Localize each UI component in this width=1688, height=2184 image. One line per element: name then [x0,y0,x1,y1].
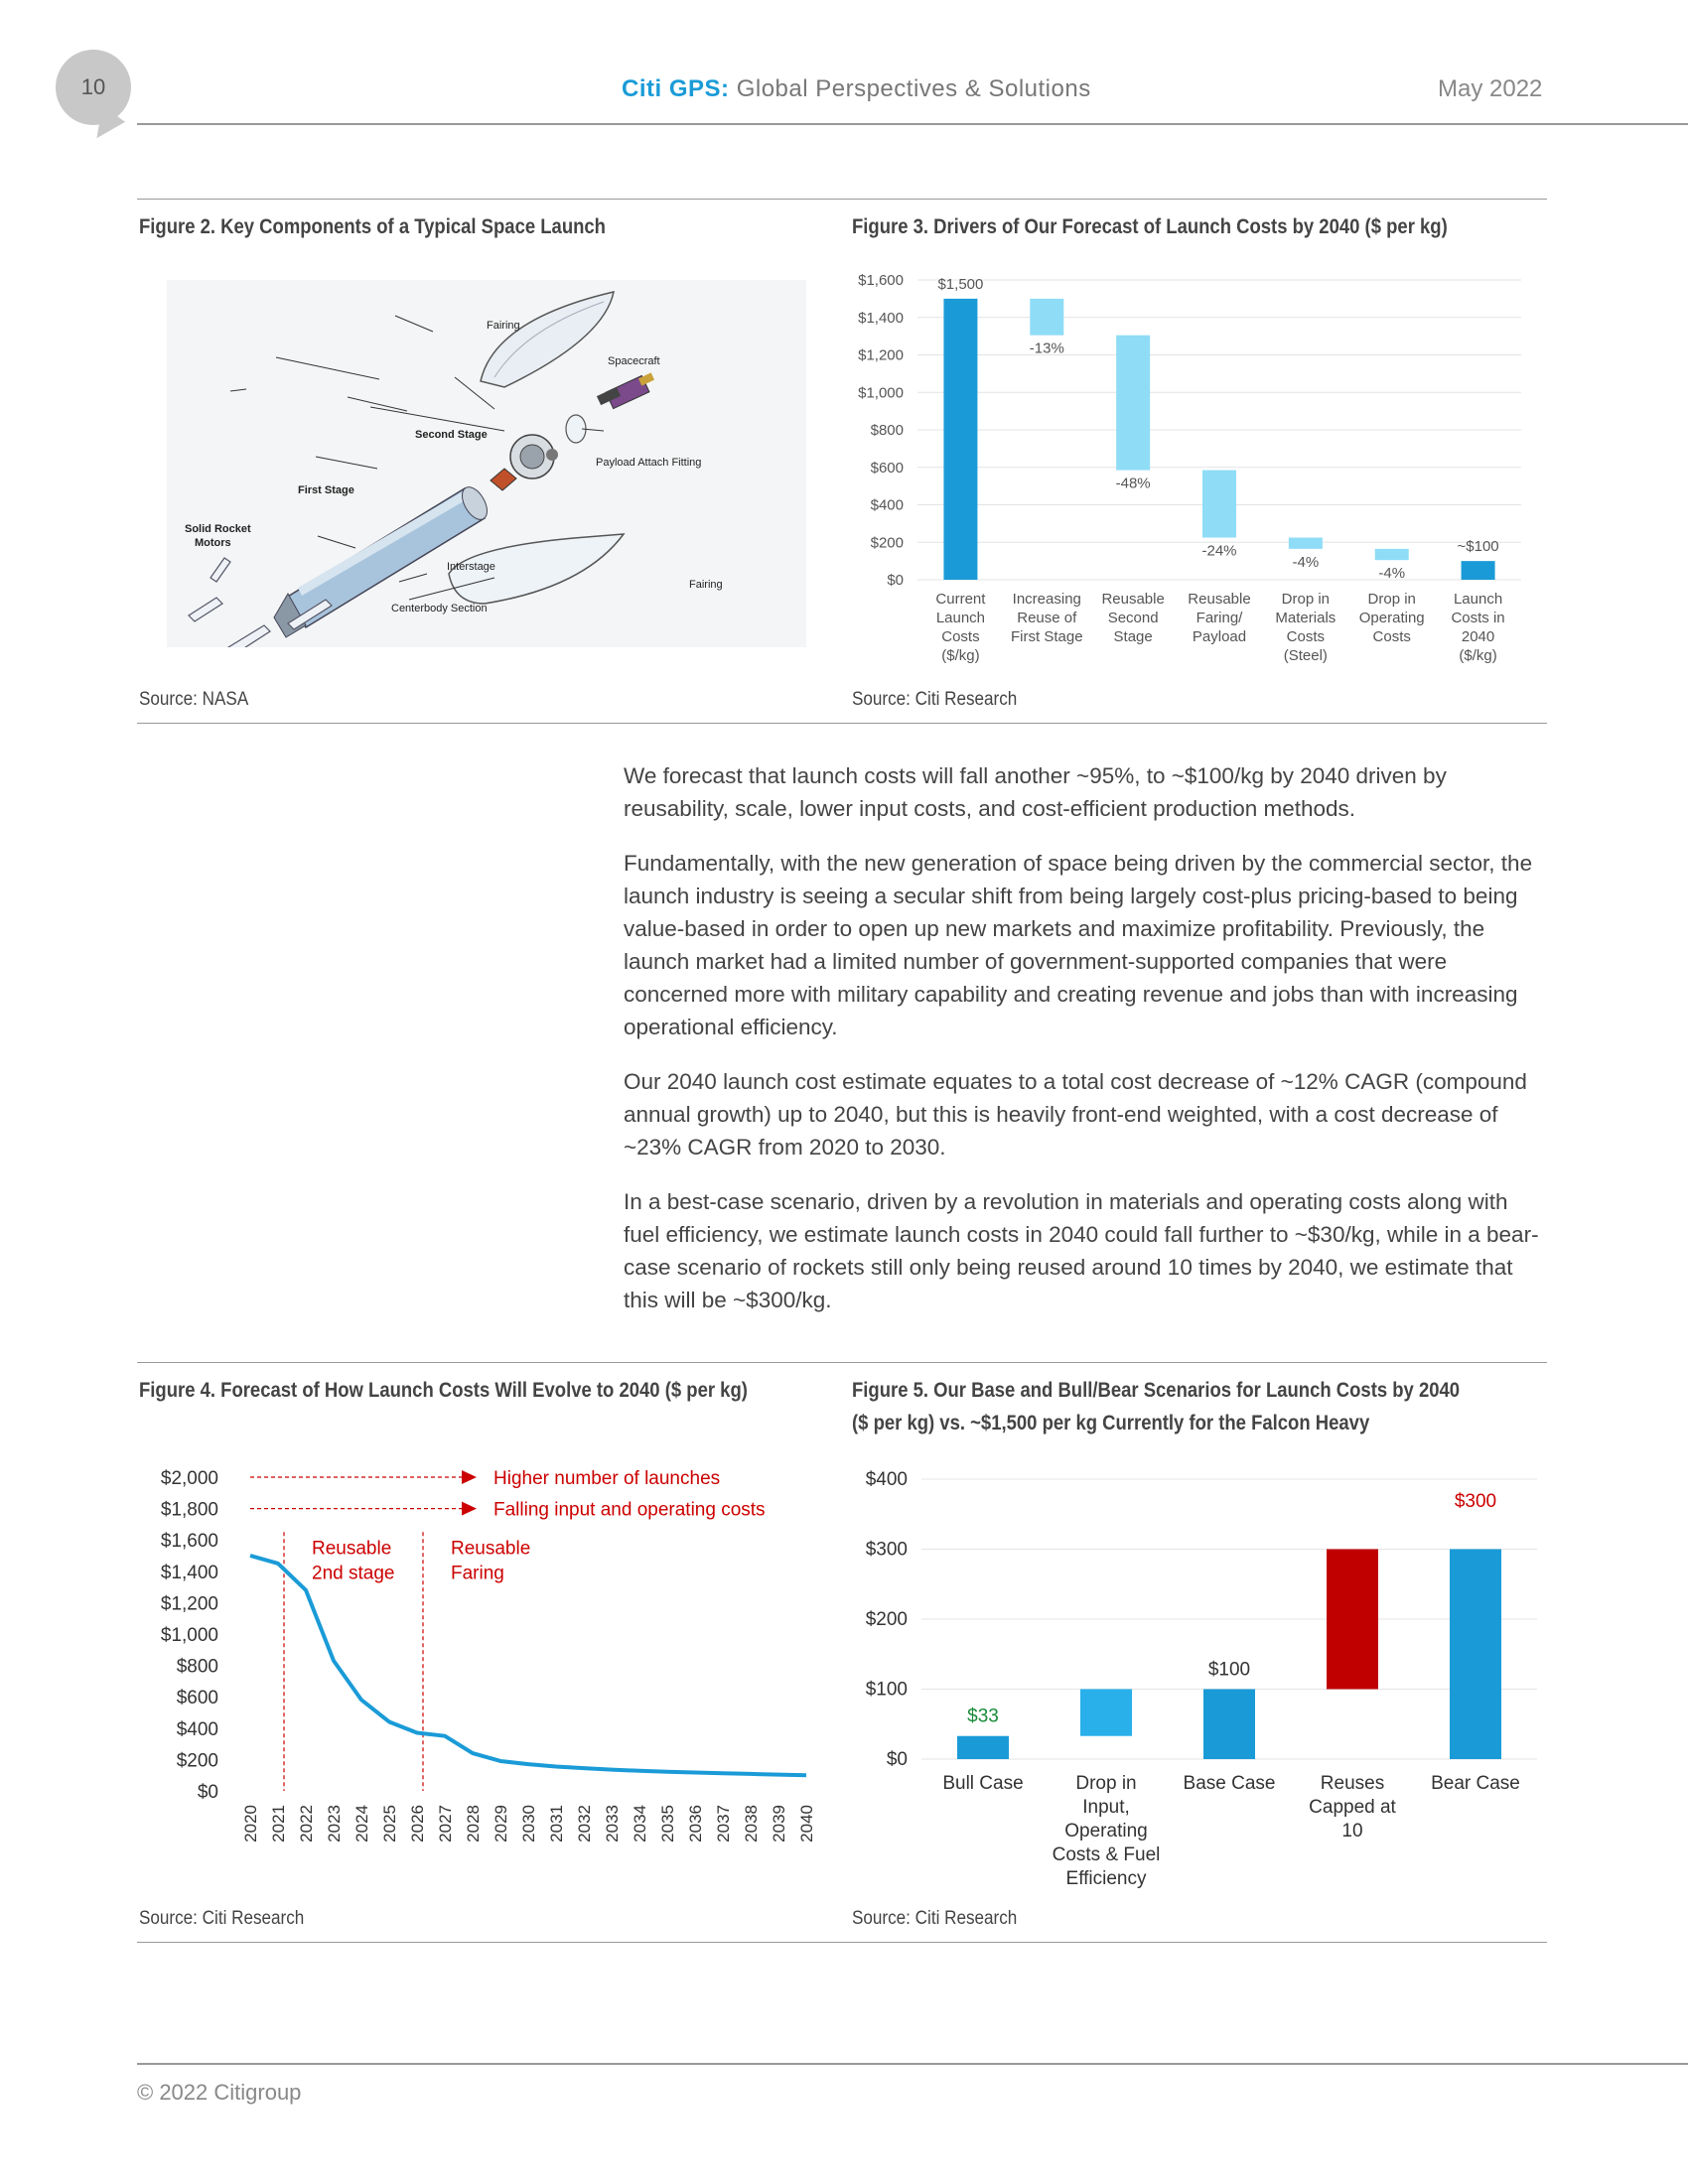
bar-value-label: -4% [1378,565,1406,583]
x-tick-label: 2023 [325,1805,344,1843]
figure4-source: Source: Citi Research [139,1908,305,1929]
scenario-bar [957,1736,1009,1759]
x-tick-label: 2034 [631,1805,649,1843]
y-tick-label: $300 [865,1539,908,1561]
label-solid-rocket-2: Motors [195,537,231,549]
x-tick-label: 2037 [714,1805,733,1843]
x-category-label: Second [1107,610,1159,626]
figure2-rocket-diagram [167,280,806,647]
figure2-source: Source: NASA [139,689,249,710]
label-centerbody: Centerbody Section [391,603,488,614]
scenario-bar [1327,1550,1378,1690]
page-number-badge [56,50,131,125]
brand-name: Citi GPS: [622,75,730,102]
x-tick-label: 2028 [464,1805,483,1843]
x-tick-label: 2030 [519,1805,538,1843]
x-category-label: Stage [1113,628,1153,645]
y-tick-label: $1,200 [858,346,904,364]
label-spacecraft: Spacecraft [608,355,660,367]
page-number: 10 [80,74,106,99]
x-tick-label: 2027 [436,1805,455,1843]
x-category-label: ($/kg) [941,647,980,664]
bar-value-label: $300 [1454,1491,1497,1513]
x-category-label: Operating [1358,610,1425,626]
section-rule-top [137,199,1547,200]
annotation-arrow-head [462,1502,477,1516]
y-tick-label: $1,600 [858,272,904,289]
paragraph-3: Our 2040 launch cost estimate equates to a total cost decrease of ~12% CAGR (compound annual growth) up to 2040, but this is heavily front-end weighted, with a cost decrease of ~23% CAGR from 2020 to 2030. [624,1069,1527,1160]
waterfall-bar [1030,299,1063,336]
x-tick-label: 2036 [686,1805,705,1843]
x-category-label: Costs [1372,628,1411,645]
y-tick-label: $600 [870,459,904,477]
footer-rule [137,2063,1688,2065]
x-tick-label: 2021 [269,1805,288,1843]
waterfall-bar [1202,471,1236,538]
label-second-stage: Second Stage [415,429,488,441]
x-category-label: Drop in [1281,591,1331,608]
figure3-title: Figure 3. Drivers of Our Forecast of Launch Costs by 2040 ($ per kg) [852,215,1448,238]
figure5-source: Source: Citi Research [852,1908,1018,1929]
figure3-source: Source: Citi Research [852,689,1018,710]
x-tick-label: 2024 [352,1805,371,1843]
annotation-marker-label: 2nd stage [312,1563,395,1584]
y-tick-label: $200 [870,534,904,552]
x-category-label: Efficiency [1065,1868,1147,1889]
scenario-bar [1203,1690,1255,1760]
y-tick-label: $200 [865,1609,908,1630]
x-tick-label: 2032 [575,1805,594,1843]
header-rule [137,123,1688,125]
waterfall-bar [1289,538,1323,549]
x-category-label: Increasing [1012,591,1081,608]
figure5-title-line1: Figure 5. Our Base and Bull/Bear Scenarios for Launch Costs by 2040 [852,1379,1461,1402]
x-category-label: Faring/ [1196,610,1243,626]
section-rule-2 [137,1362,1547,1363]
x-tick-label: 2022 [297,1805,316,1843]
x-category-label: Base Case [1183,1773,1276,1794]
label-first-stage: First Stage [298,484,354,496]
x-category-label: Costs & Fuel [1052,1844,1161,1865]
figure2-title: Figure 2. Key Components of a Typical Space Launch [139,215,606,238]
figure4-chart [139,1449,834,1866]
x-category-label: Bear Case [1431,1773,1520,1794]
x-category-label: Launch [1453,591,1503,608]
bar-value-label: -13% [1029,340,1064,357]
y-tick-label: $1,800 [160,1499,218,1521]
y-tick-label: $400 [176,1718,218,1740]
label-payload-attach: Payload Attach Fitting [596,457,702,469]
y-tick-label: $600 [176,1688,218,1709]
bar-value-label: -48% [1115,475,1151,492]
y-tick-label: $400 [865,1469,908,1490]
label-fairing-bottom: Fairing [689,579,723,591]
x-category-label: (Steel) [1283,647,1328,664]
y-tick-label: $1,000 [858,384,904,402]
label-solid-rocket-1: Solid Rocket [185,523,251,535]
waterfall-bar [943,299,977,580]
x-category-label: Current [935,591,986,608]
bar-value-label: -4% [1292,553,1320,571]
y-tick-label: $0 [887,572,904,589]
footer-copyright: © 2022 Citigroup [137,2080,302,2105]
x-category-label: Materials [1275,610,1336,626]
x-tick-label: 2035 [658,1805,677,1843]
x-category-label: Reusable [1188,591,1251,608]
x-tick-label: 2033 [603,1805,622,1843]
y-tick-label: $0 [886,1749,908,1770]
x-category-label: Input, [1082,1797,1130,1818]
x-category-label: Reuse of [1017,610,1077,626]
x-category-label: Drop in [1367,591,1416,608]
header-date: May 2022 [1438,75,1543,102]
annotation-arrow-label: Higher number of launches [493,1468,721,1489]
figure5-title-line2: ($ per kg) vs. ~$1,500 per kg Currently for the Falcon Heavy [852,1412,1370,1434]
scenario-bar [1450,1550,1501,1760]
y-tick-label: $1,000 [160,1625,218,1646]
waterfall-bar [1116,336,1150,471]
x-category-label: ($/kg) [1459,647,1497,664]
x-category-label: Bull Case [942,1773,1024,1794]
x-category-label: Drop in [1075,1773,1137,1794]
body-text [624,759,1547,1338]
x-category-label: Reuses [1320,1773,1385,1794]
y-tick-label: $1,400 [160,1562,218,1583]
y-tick-label: $2,000 [160,1468,218,1489]
x-category-label: Costs [941,628,980,645]
bar-value-label: -24% [1201,542,1237,560]
bar-value-label: $100 [1207,1659,1251,1681]
label-fairing-top: Fairing [487,320,520,332]
x-category-label: Costs [1286,628,1326,645]
x-category-label: Payload [1192,628,1247,645]
annotation-marker-label: Reusable [451,1538,531,1560]
y-tick-label: $100 [865,1679,908,1701]
x-tick-label: 2025 [380,1805,399,1843]
header-title [622,75,1091,103]
x-category-label: Reusable [1101,591,1165,608]
paragraph-2: Fundamentally, with the new generation of space being driven by the commercial sector, the launch industry is seeing a secular shift from being largely cost-plus pricing-based to being value-based in order to open up new markets and maximize profitability. Previously, the launch market had a limited number of government-supported companies that were concerned more with military capability and creating revenue and jobs than with increasing operational efficiency. [624,851,1533,1039]
bar-value-label: $1,500 [937,275,984,293]
label-interstage: Interstage [447,561,495,573]
x-category-label: Costs in [1451,610,1505,626]
figure4-title: Figure 4. Forecast of How Launch Costs Will Evolve to 2040 ($ per kg) [139,1379,748,1402]
x-category-label: First Stage [1011,628,1083,645]
x-tick-label: 2038 [742,1805,761,1843]
y-tick-label: $200 [176,1750,218,1772]
y-tick-label: $800 [870,422,904,439]
launch-cost-line [250,1556,806,1775]
annotation-arrow-label: Falling input and operating costs [493,1499,766,1521]
y-tick-label: $400 [870,496,904,514]
waterfall-bar [1375,549,1409,560]
x-category-label: Launch [935,610,986,626]
figure5-chart [852,1449,1547,1906]
bar-value-label: ~$100 [1457,538,1499,556]
paragraph-4: In a best-case scenario, driven by a revolution in materials and operating costs along with fuel efficiency, we estimate launch costs in 2040 could fall further to ~$30/kg, while in a bear-case scenario of rockets still only being reused around 10 times by 2040, we estimate that this will be ~$300/kg. [624,1189,1539,1312]
scenario-bar [1080,1690,1132,1736]
x-category-label: Operating [1064,1821,1148,1842]
y-tick-label: $1,400 [858,309,904,327]
figure3-chart [846,260,1541,677]
x-category-label: 10 [1341,1821,1363,1842]
section-rule-1 [137,723,1547,724]
x-tick-label: 2020 [241,1805,260,1843]
y-tick-label: $1,200 [160,1593,218,1615]
x-tick-label: 2026 [408,1805,427,1843]
x-category-label: 2040 [1461,628,1495,645]
section-rule-3 [137,1942,1547,1943]
annotation-marker-label: Faring [451,1563,504,1584]
annotation-arrow-head [462,1470,477,1484]
brand-subtitle: Global Perspectives & Solutions [736,75,1091,102]
x-tick-label: 2040 [797,1805,816,1843]
y-tick-label: $1,600 [160,1531,218,1553]
paragraph-1: We forecast that launch costs will fall another ~95%, to ~$100/kg by 2040 driven by reusability, scale, lower input costs, and cost-efficient production methods. [624,763,1447,821]
x-tick-label: 2031 [547,1805,566,1843]
y-tick-label: $800 [176,1656,218,1678]
x-tick-label: 2029 [492,1805,510,1843]
waterfall-bar [1462,561,1495,580]
x-category-label: Capped at [1309,1797,1396,1818]
y-tick-label: $0 [197,1782,218,1803]
bar-value-label: $33 [967,1706,999,1727]
x-tick-label: 2039 [770,1805,788,1843]
annotation-marker-label: Reusable [312,1538,392,1560]
